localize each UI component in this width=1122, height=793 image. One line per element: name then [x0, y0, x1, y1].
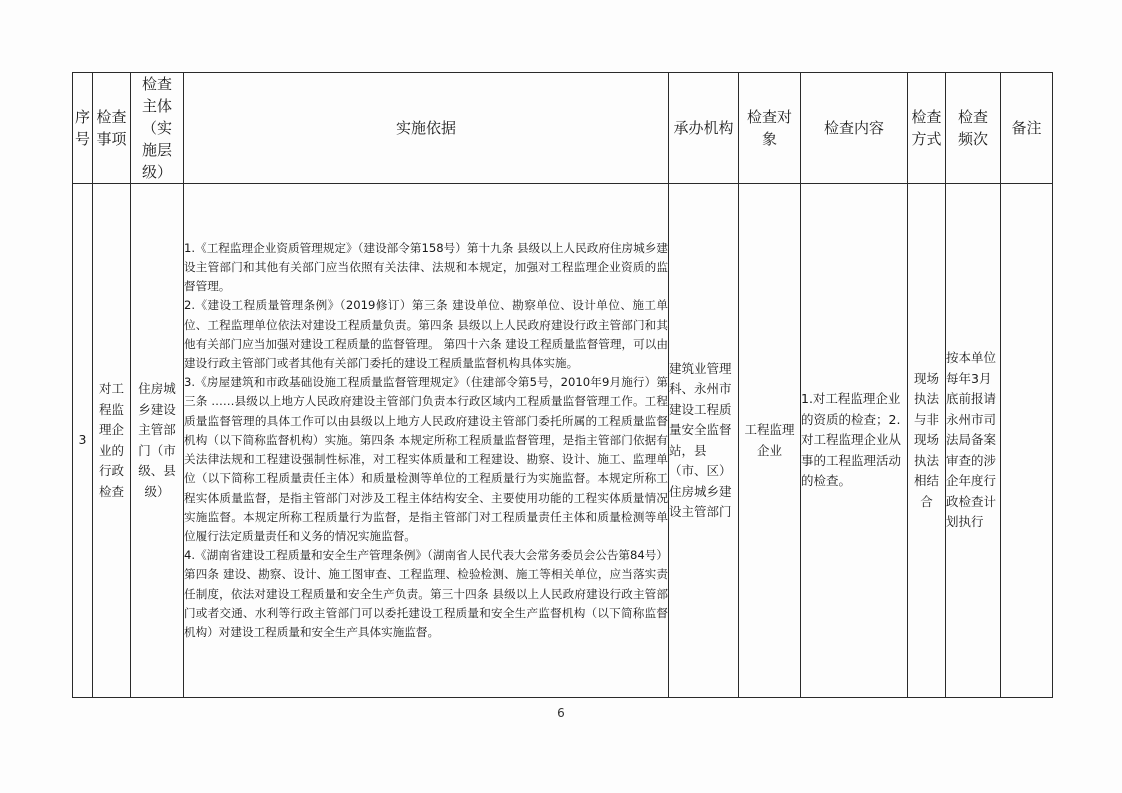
header-row	[73, 73, 1053, 184]
cell-freq: 按本单位每年3月底前报请永州市司法局备案审查的涉企年度行政检查计划执行	[946, 184, 1001, 698]
header-basis: 实施依据	[184, 73, 669, 184]
cell-note	[1001, 184, 1053, 698]
header-organ: 承办机构	[669, 73, 739, 184]
cell-item: 对工程监理企业的行政检查	[93, 184, 131, 698]
header-seq: 序号	[73, 73, 93, 184]
table-row	[73, 184, 1053, 698]
cell-basis	[184, 184, 669, 698]
cell-target: 工程监理企业	[739, 184, 801, 698]
header-subject: 检查主体（实施层级）	[131, 73, 184, 184]
cell-subject: 住房城乡建设主管部门（市级、县级）	[131, 184, 184, 698]
basis-text	[184, 239, 668, 642]
basis-item-4: 4.《湖南省建设工程质量和安全生产管理条例》（湖南省人民代表大会常务委员会公告第84号）第四条 建设、勘察、设计、施工图审查、工程监理、检验检测、施工等相关单位，应当落实责任制度，依法对建设工程质量和安全生产负责。第三十四条 县级以上人民政府建设行政主管部门或者交通、水利等行政主管部门可以委托建设工程质量和安全生产监督机构（以下简称监督机构）对建设工程质量和安全生产具体实施监督。	[184, 548, 668, 639]
basis-item-2: 2.《建设工程质量管理条例》（2019修订）第三条 建设单位、勘察单位、设计单位、施工单位、工程监理单位依法对建设工程质量负责。第四条 县级以上人民政府建设行政主管部门和其他有关部门应当加强对建设工程质量的监督管理。 第四十六条 建设工程质量监督管理，可以由建设行政主管部门或者其他有关部门委托的建设工程质量监督机构具体实施。	[184, 298, 668, 371]
cell-seq: 3	[73, 184, 93, 698]
cell-organ: 建筑业管理科、永州市建设工程质量安全监督站，县（市、区）住房城乡建设主管部门	[669, 184, 739, 698]
cell-method: 现场执法与非现场执法相结合	[908, 184, 946, 698]
header-freq: 检查频次	[946, 73, 1001, 184]
header-note: 备注	[1001, 73, 1053, 184]
header-item: 检查事项	[93, 73, 131, 184]
header-target: 检查对象	[739, 73, 801, 184]
cell-content: 1.对工程监理企业的资质的检查；2.对工程监理企业从事的工程监理活动的检查。	[801, 184, 908, 698]
page-number: 6	[557, 706, 565, 720]
basis-item-3: 3.《房屋建筑和市政基础设施工程质量监督管理规定》（住建部令第5号，2010年9月施行）第三条 ……县级以上地方人民政府建设主管部门负责本行政区域内工程质量监督管理工作。工程质量监督管理的具体工作可以由县级以上地方人民政府建设主管部门委托所属的工程质量监督机构（以下简称监督机构）实施。第四条 本规定所称工程质量监督管理，是指主管部门依据有关法律法规和工程建设强制性标准，对工程实体质量和工程建设、勘察、设计、施工、监理单位（以下简称工程质量责任主体）和质量检测等单位的工程质量行为实施监督。本规定所称工程实体质量监督，是指主管部门对涉及工程主体结构安全、主要使用功能的工程实体质量情况实施监督。本规定所称工程质量行为监督，是指主管部门对工程质量责任主体和质量检测等单位履行法定质量责任和义务的情况实施监督。	[184, 375, 668, 543]
header-method: 检查方式	[908, 73, 946, 184]
inspection-table	[72, 72, 1053, 698]
basis-item-1: 1.《工程监理企业资质管理规定》（建设部令第158号）第十九条 县级以上人民政府住房城乡建设主管部门和其他有关部门应当依照有关法律、法规和本规定，加强对工程监理企业资质的监督管理。	[184, 240, 668, 294]
header-content: 检查内容	[801, 73, 908, 184]
